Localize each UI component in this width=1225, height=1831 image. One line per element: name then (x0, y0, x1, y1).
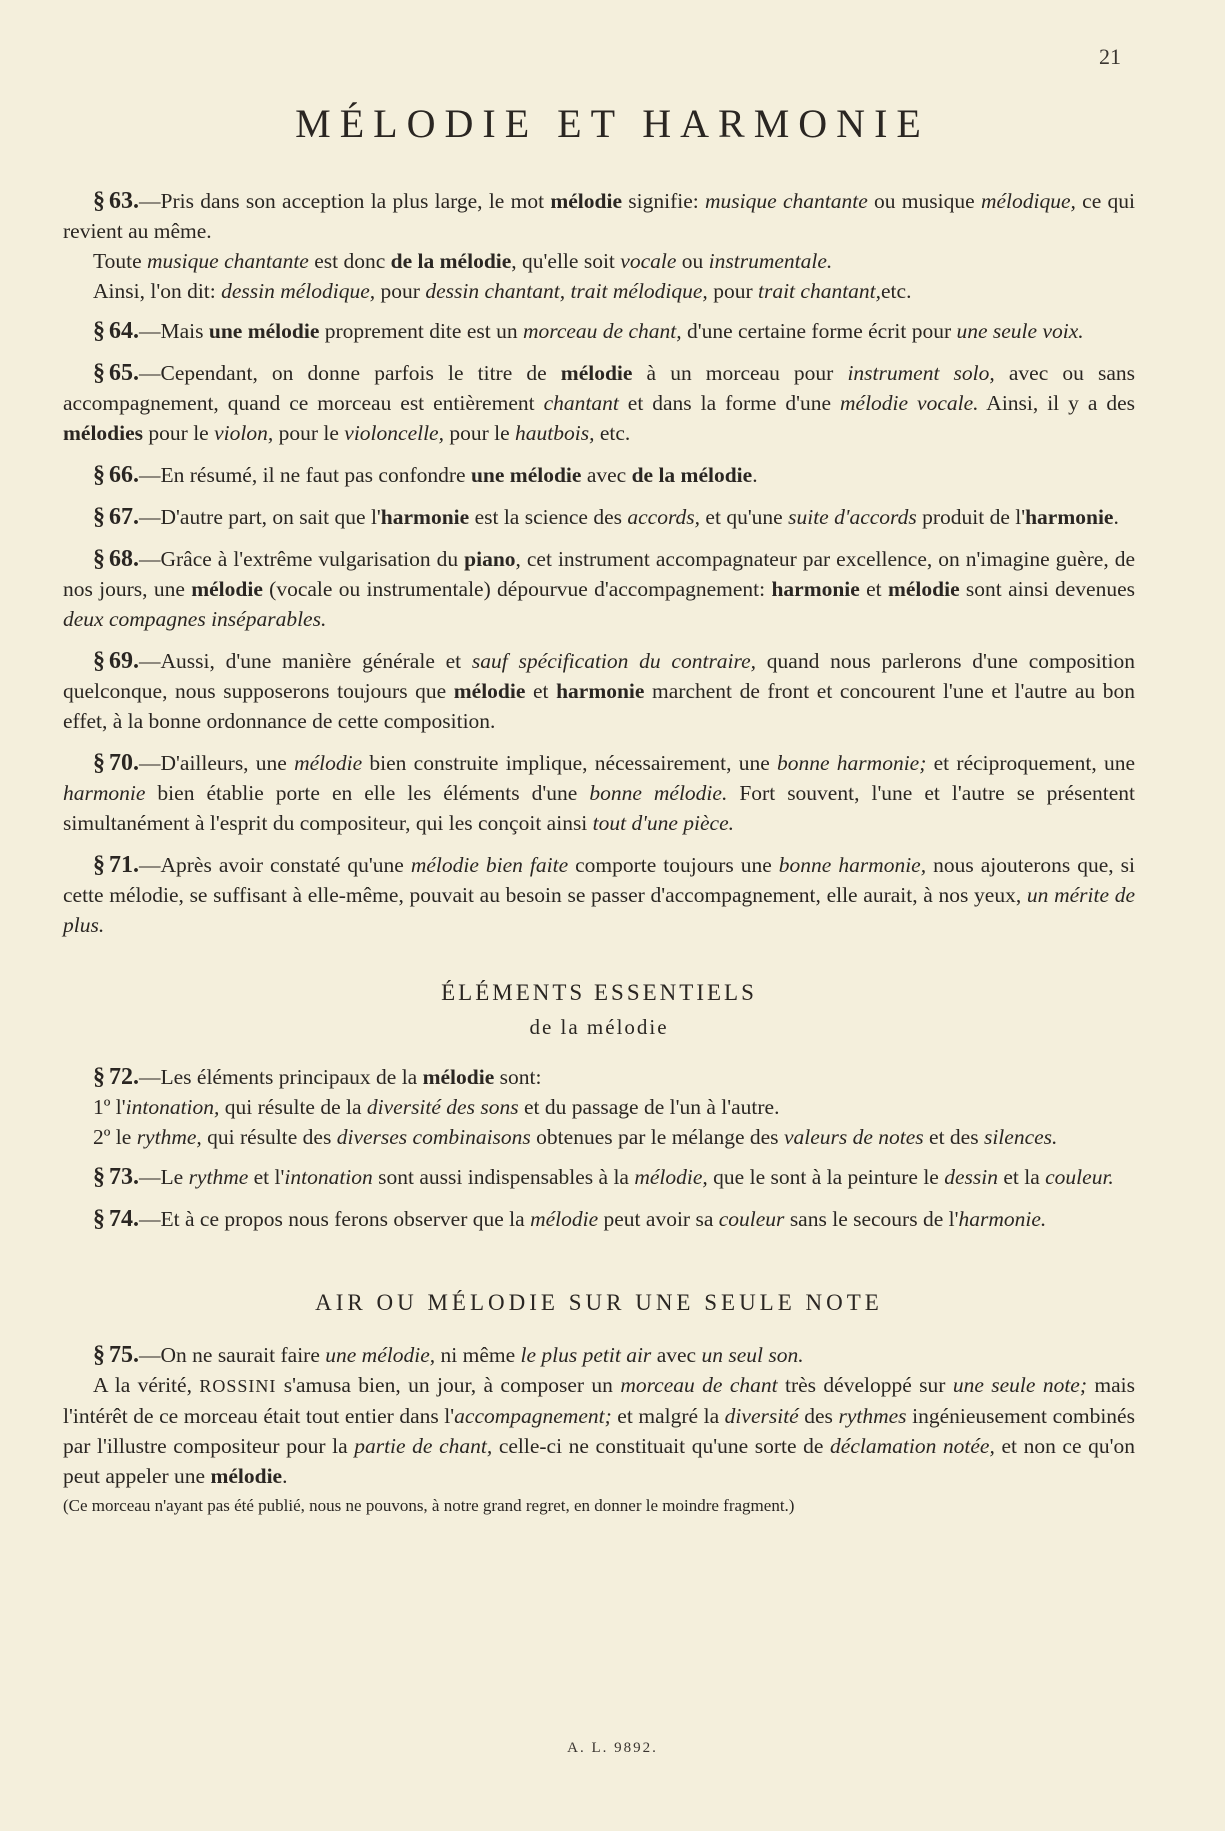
section-symbol: § (93, 462, 105, 488)
section-symbol: § (93, 318, 105, 344)
section-number: 67. (109, 504, 139, 530)
section-heading-air: AIR OU MÉLODIE SUR UNE SEULE NOTE (315, 1290, 883, 1315)
text-run: Toute (93, 249, 148, 273)
text-run: (vocale ou instrumentale) dépourvue d'accompagnement: (262, 577, 772, 601)
section-subheading-elements: de la mélodie (529, 1015, 669, 1039)
paragraph-text (139, 1065, 541, 1089)
italic-term: dessin (944, 1165, 998, 1189)
paragraph-75-line2 (63, 1370, 1135, 1491)
small-caps-name: ROSSINI (199, 1376, 277, 1396)
italic-term: morceau de chant (620, 1373, 778, 1397)
key-term: mélodie (560, 361, 633, 385)
section-number: 66. (109, 462, 139, 488)
paragraph-text (139, 463, 758, 487)
text-run: qui résulte de la (219, 1095, 367, 1119)
text-run: est donc (308, 249, 391, 273)
section-number: 72. (109, 1064, 139, 1090)
paragraph-75-note: (Ce morceau n'ayant pas été publié, nous ne pouvons, à notre grand regret, en donner le moindre fragment.) (63, 1496, 795, 1515)
italic-term: déclamation notée, (830, 1434, 995, 1458)
italic-term: mélodie, (634, 1165, 708, 1189)
text-run: et réciproquement, une (926, 751, 1135, 775)
text-run: que le sont à la peinture le (707, 1165, 945, 1189)
text-run: . (1113, 505, 1119, 529)
text-run: ou (676, 249, 709, 273)
text-run: et dans la forme d'une (618, 391, 841, 415)
text-run: bien construite implique, nécessairement, une (362, 751, 778, 775)
text-run: Ainsi, l'on dit: (93, 279, 222, 303)
text-run: et (859, 577, 888, 601)
text-run: Ainsi, il y a des (978, 391, 1135, 415)
text-run: sans le secours de l' (784, 1207, 959, 1231)
text-run: —D'ailleurs, une (139, 751, 295, 775)
text-run: —Pris dans son acception la plus large, le mot (139, 189, 551, 213)
text-run: —Aussi, d'une manière générale et (139, 649, 472, 673)
key-term: mélodies (63, 421, 144, 445)
paragraph-text (139, 1165, 1114, 1189)
section-number: 68. (109, 546, 139, 572)
text-run: Fort souvent, l'une et l'autre se présentent simultanément à l'esprit du compositeur, qui les conçoit ainsi (63, 781, 1135, 835)
italic-term: musique chantante (147, 249, 309, 273)
text-run: —Mais (139, 319, 209, 343)
italic-term: rythme (188, 1165, 249, 1189)
text-run: pour le (273, 421, 345, 445)
key-term: harmonie (771, 577, 860, 601)
text-run: d'une certaine forme écrit pour (681, 319, 957, 343)
paragraph-63-line2 (63, 246, 1135, 276)
italic-term: bonne harmonie; (777, 751, 927, 775)
italic-term: mélodie vocale. (840, 391, 979, 415)
text-run: et la (997, 1165, 1046, 1189)
italic-term: morceau de chant, (522, 319, 682, 343)
text-run: marchent de front et concourent l'une et l'autre au bon effet, à la bonne ordonnance de cette composition. (63, 679, 1135, 733)
paragraph-text (63, 189, 1135, 243)
italic-term: mélodique, (980, 189, 1076, 213)
paragraph-68 (63, 544, 1135, 634)
section-symbol: § (93, 1206, 105, 1232)
italic-term: vocale (620, 249, 677, 273)
key-term: harmonie (380, 505, 470, 529)
text-run: —En résumé, il ne faut pas confondre (139, 463, 471, 487)
text-run: bien établie porte en elle les éléments d'une (145, 781, 590, 805)
text-run: très développé sur (777, 1373, 953, 1397)
text-run: et du passage de l'un à l'autre. (518, 1095, 780, 1119)
text-run: . (282, 1464, 288, 1488)
text-run: mais l'intérêt de ce morceau était tout entier dans l' (63, 1373, 1135, 1428)
section-symbol: § (93, 1164, 105, 1190)
italic-term: suite d'accords (788, 505, 917, 529)
italic-term: une mélodie, (325, 1343, 436, 1367)
paragraph-text (63, 751, 1135, 835)
italic-term: un seul son. (701, 1343, 804, 1367)
paragraph-67 (63, 502, 1135, 532)
text-run: et qu'une (700, 505, 789, 529)
paragraph-63-line3 (63, 276, 1135, 306)
paragraph-66 (63, 460, 1135, 490)
italic-term: musique chantante (705, 189, 868, 213)
italic-term: intonation, (125, 1095, 220, 1119)
italic-term: instrumentale. (708, 249, 833, 273)
key-term: mélodie (887, 577, 960, 601)
key-term: harmonie (1025, 505, 1114, 529)
section-number: 64. (109, 318, 139, 344)
italic-term: trait chantant, (757, 279, 882, 303)
text-run: , cet instrument accompagnateur par excellence, on n'imagine guère, de nos jours, une (63, 547, 1135, 601)
section-number: 70. (109, 750, 139, 776)
italic-term: deux compagnes inséparables. (63, 607, 327, 631)
italic-term: valeurs de notes (783, 1125, 924, 1149)
section-symbol: § (93, 546, 105, 572)
text-run: A la vérité, (93, 1373, 200, 1397)
italic-term: un mérite de plus. (63, 883, 1136, 937)
text-run: proprement dite est un (319, 319, 523, 343)
text-run: et (525, 679, 557, 703)
italic-term: rythme, (136, 1125, 202, 1149)
paragraph-70 (63, 748, 1135, 838)
text-run: pour (375, 279, 426, 303)
key-term: une mélodie (470, 463, 582, 487)
text-run: , qu'elle soit (511, 249, 621, 273)
text-run: comporte toujours une (568, 853, 779, 877)
text-run: obtenues par le mélange des (530, 1125, 784, 1149)
paragraph-text (63, 361, 1135, 445)
italic-term: tout d'une pièce. (592, 811, 734, 835)
text-run: etc. (594, 421, 631, 445)
italic-term: violoncelle, (344, 421, 444, 445)
key-term: mélodie (191, 577, 263, 601)
paragraph-72 (63, 1062, 1135, 1092)
text-run: est la science des (469, 505, 628, 529)
paragraph-73 (63, 1162, 1135, 1192)
text-run: signifie: (622, 189, 706, 213)
paragraph-72-item2 (63, 1122, 1135, 1152)
key-term: mélodie (550, 189, 623, 213)
italic-term: diversité (724, 1404, 799, 1428)
page-number: 21 (1099, 44, 1121, 69)
text-run: —On ne saurait faire (139, 1343, 326, 1367)
text-run: —Le (139, 1165, 189, 1189)
paragraph-72-item1 (63, 1092, 1135, 1122)
italic-term: harmonie. (958, 1207, 1047, 1231)
italic-term: couleur. (1045, 1165, 1114, 1189)
text-run: —Cependant, on donne parfois le titre de (139, 361, 561, 385)
text-run: —Après avoir constaté qu'une (139, 853, 411, 877)
italic-term: partie de chant, (354, 1434, 493, 1458)
text-run: ingénieusement combinés par l'illustre compositeur pour la (63, 1404, 1135, 1458)
italic-term: dessin mélodique, (221, 279, 376, 303)
text-run: quand nous parlerons d'une composition quelconque, nous supposerons toujours que (63, 649, 1135, 703)
section-symbol: § (93, 1342, 105, 1368)
paragraph-75 (63, 1340, 1135, 1370)
key-term: mélodie (453, 679, 526, 703)
paragraph-65 (63, 358, 1135, 448)
italic-term: instrument solo, (847, 361, 995, 385)
paragraph-63 (63, 186, 1135, 246)
page-title: MÉLODIE ET HARMONIE (295, 101, 930, 146)
italic-term: dessin chantant, trait mélodique, (425, 279, 708, 303)
italic-term: silences. (983, 1125, 1058, 1149)
section-number: 73. (109, 1164, 139, 1190)
italic-term: accompagnement; (454, 1404, 612, 1428)
section-symbol: § (93, 648, 105, 674)
text-run: et l' (248, 1165, 285, 1189)
text-run: nous ajouterons que, si cette mélodie, se suffisant à elle-même, pouvait au besoin se passer d'accompagnement, elle aurait, à nos yeux, (63, 853, 1135, 907)
key-term: mélodie (422, 1065, 495, 1089)
paragraph-69 (63, 646, 1135, 736)
section-symbol: § (93, 852, 105, 878)
italic-term: violon, (214, 421, 274, 445)
key-term: une mélodie (208, 319, 320, 343)
text-run: celle-ci ne constituait qu'une sorte de (492, 1434, 831, 1458)
text-run: produit de l' (916, 505, 1026, 529)
text-run: ni même (435, 1343, 521, 1367)
text-run: et malgré la (611, 1404, 725, 1428)
italic-term: diverses combinaisons (336, 1125, 531, 1149)
text-run: sont ainsi devenues (959, 577, 1135, 601)
paragraph-text (63, 853, 1135, 937)
key-term: de la mélodie (631, 463, 753, 487)
section-symbol: § (93, 750, 105, 776)
paragraph-text (139, 505, 1119, 529)
italic-term: intonation (284, 1165, 373, 1189)
italic-term: hautbois, (515, 421, 595, 445)
paragraph-text (139, 1343, 804, 1367)
paragraph-text (139, 319, 1084, 343)
italic-term: bonne mélodie. (589, 781, 728, 805)
text-run: des (798, 1404, 839, 1428)
paragraph-text (63, 547, 1135, 631)
paragraph-text (139, 1207, 1046, 1231)
text-run: sont aussi indispensables à la (372, 1165, 635, 1189)
text-run: et non ce qu'on peut appeler une (63, 1434, 1135, 1488)
section-heading-elements: ÉLÉMENTS ESSENTIELS (441, 980, 757, 1005)
text-run: —Et à ce propos nous ferons observer que la (139, 1207, 531, 1231)
section-symbol: § (93, 360, 105, 386)
publisher-reference: A. L. 9892. (567, 1740, 658, 1756)
italic-term: diversité des sons (366, 1095, 519, 1119)
section-number: 63. (109, 188, 139, 214)
text-run: et des (923, 1125, 984, 1149)
text-run: pour le (143, 421, 215, 445)
text-run: avec (581, 463, 632, 487)
paragraph-71 (63, 850, 1135, 940)
text-run: . (752, 463, 758, 487)
text-run: ou musique (867, 189, 981, 213)
text-run: à un morceau pour (632, 361, 848, 385)
key-term: de la mélodie (390, 249, 512, 273)
text-run: —Grâce à l'extrême vulgarisation du (139, 547, 465, 571)
section-symbol: § (93, 188, 105, 214)
italic-term: bonne harmonie, (778, 853, 927, 877)
italic-term: rythmes (838, 1404, 907, 1428)
text-run: —Les éléments principaux de la (139, 1065, 423, 1089)
paragraph-74 (63, 1204, 1135, 1234)
text-run: s'amusa bien, un jour, à composer un (276, 1373, 621, 1397)
text-run: avec ou sans accompagnement, quand ce morceau est entièrement (63, 361, 1136, 415)
text-run: avec (651, 1343, 702, 1367)
section-number: 71. (109, 852, 139, 878)
italic-term: mélodie (530, 1207, 599, 1231)
text-run: ce qui revient au même. (63, 189, 1135, 243)
italic-term: couleur (718, 1207, 785, 1231)
section-number: 74. (109, 1206, 139, 1232)
italic-term: harmonie (63, 781, 146, 805)
text-run: qui résulte des (201, 1125, 337, 1149)
text-run: etc. (881, 279, 912, 303)
text-run: sont: (494, 1065, 542, 1089)
section-number: 75. (109, 1342, 139, 1368)
text-run: —D'autre part, on sait que l' (139, 505, 381, 529)
italic-term: mélodie (294, 751, 363, 775)
key-term: harmonie (556, 679, 645, 703)
text-run: pour (707, 279, 758, 303)
section-number: 65. (109, 360, 139, 386)
key-term: piano (464, 547, 516, 571)
italic-term: sauf spécification du contraire, (471, 649, 757, 673)
text-run: 1º l' (93, 1095, 126, 1119)
italic-term: mélodie bien faite (410, 853, 569, 877)
italic-term: accords, (627, 505, 701, 529)
key-term: mélodie (210, 1464, 283, 1488)
paragraph-64 (63, 316, 1135, 346)
section-symbol: § (93, 1064, 105, 1090)
paragraph-text (63, 649, 1135, 733)
text-run: pour le (443, 421, 516, 445)
italic-term: le plus petit air (520, 1343, 652, 1367)
section-number: 69. (109, 648, 139, 674)
body-text (63, 186, 1135, 1521)
italic-term: une seule note; (952, 1373, 1087, 1397)
text-run: peut avoir sa (598, 1207, 719, 1231)
italic-term: chantant (543, 391, 619, 415)
text-run: 2º le (93, 1125, 137, 1149)
italic-term: une seule voix. (956, 319, 1084, 343)
section-symbol: § (93, 504, 105, 530)
